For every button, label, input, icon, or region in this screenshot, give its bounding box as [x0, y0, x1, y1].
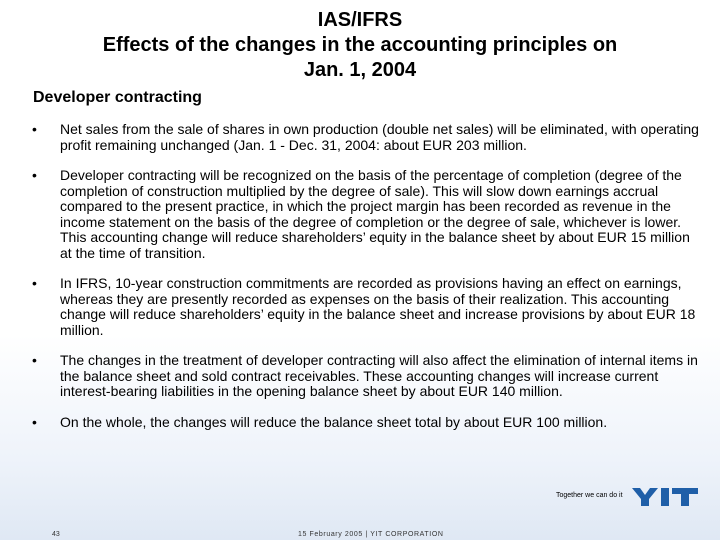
bullet-item: [32, 415, 704, 431]
bullet-text: Net sales from the sale of shares in own production (double net sales) will be eliminated, with operating profit remaining unchanged (Jan. 1 - Dec. 31, 2004: about EUR 203 million.: [60, 121, 699, 153]
bullet-item: [32, 353, 704, 400]
bullet-marker: •: [32, 275, 37, 291]
bullet-item: [32, 168, 704, 261]
page-number: 43: [52, 531, 60, 538]
bullet-text: Developer contracting will be recognized on the basis of the percentage of completion (degree of the completion of construction multiplied by the degree of sale). This will slow down earnings accrual compared to the present practice, in which the project margin has been recorded as revenue in the income statement on the basis of the degree of completion or the degree of sale, whichever is lower. This accounting change will reduce shareholders’ equity in the balance sheet by about EUR 15 million at the time of transition.: [60, 167, 690, 261]
title-line-1: IAS/IFRS: [317, 9, 403, 31]
bullet-marker: •: [32, 121, 37, 137]
bullet-text: The changes in the treatment of developer contracting will also affect the elimination of internal items in the balance sheet and sold contract receivables. These accounting changes will increase current interest-bearing liabilities in the opening balance sheet by about EUR 140 million.: [60, 352, 698, 399]
slide-title: [0, 8, 720, 83]
slogan: Together we can do it: [556, 492, 623, 499]
bullet-list: [32, 122, 704, 445]
bullet-text: In IFRS, 10-year construction commitments are recorded as provisions having an effect on earnings, whereas they are presently recorded as expenses on the basis of their realization. This accounting change will reduce shareholders’ equity in the balance sheet and increase provisions by about EUR 18 million.: [60, 275, 696, 338]
footer-date-corporation: 15 February 2005 | YIT CORPORATION: [298, 531, 444, 538]
yit-logo: [630, 486, 700, 508]
bullet-marker: •: [32, 413, 37, 430]
bullet-item: [32, 276, 704, 338]
bullet-text: On the whole, the changes will reduce the balance sheet total by about EUR 100 million.: [60, 413, 608, 430]
bullet-item: [32, 122, 704, 153]
bullet-marker: •: [32, 167, 37, 183]
section-heading: Developer contracting: [33, 89, 202, 106]
title-line-2: Effects of the changes in the accounting principles on: [102, 34, 618, 56]
bullet-marker: •: [32, 352, 37, 368]
title-line-3: Jan. 1, 2004: [303, 59, 417, 81]
